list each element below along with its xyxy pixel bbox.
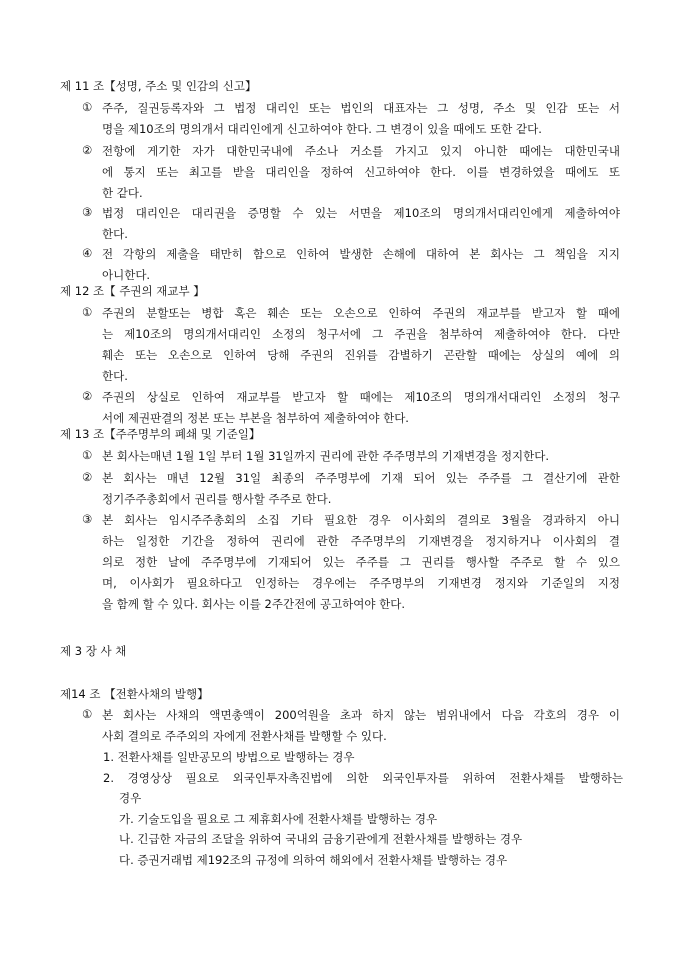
- clause-number: ②: [82, 389, 93, 403]
- chapter-3-title: 제 3 장 사 채: [60, 644, 127, 658]
- clause-line: 는 제10조의 명의개서대리인 소정의 청구서에 그 주권을 첨부하여 제출하여야 한다. 다만: [102, 327, 620, 341]
- clause-line: 주권의 분할또는 병합 혹은 훼손 또는 오손으로 인하여 주권의 재교부를 받고자 할 때에: [102, 306, 620, 320]
- clause-line: 사회 결의로 주주외의 자에게 전환사채를 발행할 수 있다.: [102, 729, 387, 743]
- clause-line: 주주, 질권등록자와 그 법정 대리인 또는 법인의 대표자는 그 성명, 주소 및 인감 또는 서: [102, 101, 620, 115]
- clause-line: 한다.: [102, 369, 128, 383]
- clause-line: 명을 제10조의 명의개서 대리인에게 신고하여야 한다. 그 변경이 있을 때에도 또한 같다.: [102, 122, 542, 136]
- clause-line: 서에 제권판결의 정본 또는 부본을 첨부하여 제출하여야 한다.: [102, 411, 409, 425]
- clause-number: ②: [82, 470, 93, 484]
- clause-line: 의로 정한 날에 주주명부에 기재되어 있는 주주를 그 권리를 행사할 주주로 할 수 있으: [102, 555, 620, 569]
- article-14-title: 제14 조 【전환사채의 발행】: [60, 687, 209, 701]
- article-14-item-2-cont: 경우: [119, 791, 142, 805]
- article-11-title: 제 11 조【성명, 주소 및 인감의 신고】: [60, 79, 257, 93]
- clause-line: 하는 일정한 기간을 정하여 권리에 관한 주주명부의 기재변경을 정지하거나 이사회의 결: [102, 534, 620, 548]
- clause-number: ③: [82, 205, 93, 219]
- clause-line: 며, 이사회가 필요하다고 인정하는 경우에는 주주명부의 기재변경 정지와 기준일의 지정: [102, 576, 620, 590]
- article-14-item-2: 2. 경영상상 필요로 외국인투자촉진법에 의한 외국인투자를 위하여 전환사채를 발행하는: [103, 771, 623, 785]
- clause-line: 한 같다.: [102, 186, 143, 200]
- clause-line: 훼손 또는 오손으로 인하여 당해 주권의 진위를 감별하기 곤란할 때에는 상실의 예에 의: [102, 348, 620, 362]
- article-14-subitem-ga: 가. 기술도입을 필요로 그 제휴회사에 전환사채를 발행하는 경우: [119, 812, 438, 826]
- article-14-subitem-da: 다. 증권거래법 제192조의 규정에 의하여 해외에서 전환사채를 발행하는 경우: [119, 853, 508, 867]
- clause-line: 본 회사는 매년 12월 31일 최종의 주주명부에 기재 되어 있는 주주를 그 결산기에 관한: [102, 471, 620, 485]
- clause-number: ①: [82, 100, 93, 114]
- clause-line: 전항에 게기한 자가 대한민국내에 주소나 거소를 가지고 있지 아니한 때에는 대한민국내: [102, 144, 620, 158]
- clause-number: ①: [82, 305, 93, 319]
- clause-line: 에 통지 또는 최고를 받을 대리인을 정하여 신고하여야 한다. 이를 변경하였을 때에도 또: [102, 165, 620, 179]
- clause-line: 아니한다.: [102, 268, 151, 282]
- clause-line: 본 회사는매년 1월 1일 부터 1월 31일까지 권리에 관한 주주명부의 기재변경을 정지한다.: [102, 449, 550, 463]
- article-12-title: 제 12 조【 주권의 재교부 】: [60, 284, 205, 298]
- clause-line: 본 회사는 사채의 액면총액이 200억원을 초과 하지 않는 범위내에서 다음 각호의 경우 이: [102, 708, 620, 722]
- clause-line: 한다.: [102, 227, 128, 241]
- article-13-title: 제 13 조【주주명부의 폐쇄 및 기준일】: [60, 427, 261, 441]
- clause-number: ④: [82, 246, 93, 260]
- clause-line: 정기주주총회에서 권리를 행사할 주주로 한다.: [102, 492, 332, 506]
- clause-line: 을 함께 할 수 있다. 회사는 이를 2주간전에 공고하여야 한다.: [102, 597, 406, 611]
- clause-line: 주권의 상실로 인하여 재교부를 받고자 할 때에는 제10조의 명의개서대리인 소정의 청구: [102, 390, 620, 404]
- clause-number: ①: [82, 448, 93, 462]
- article-14-subitem-na: 나. 긴급한 자금의 조달을 위하여 국내외 금융기관에게 전환사채를 발행하는 경우: [119, 832, 523, 846]
- clause-line: 법정 대리인은 대리권을 증명할 수 있는 서면을 제10조의 명의개서대리인에게 제출하여야: [102, 206, 620, 220]
- clause-number: ①: [82, 707, 93, 721]
- clause-number: ②: [82, 143, 93, 157]
- clause-line: 전 각항의 제출을 태만히 함으로 인하여 발생한 손해에 대하여 본 회사는 그 책임을 지지: [102, 247, 620, 261]
- article-14-item-1: 1. 전환사채를 일반공모의 방법으로 발행하는 경우: [103, 750, 355, 764]
- clause-line: 본 회사는 임시주주총회의 소집 기타 필요한 경우 이사회의 결의로 3월을 경과하지 아니: [102, 513, 620, 527]
- clause-number: ③: [82, 512, 93, 526]
